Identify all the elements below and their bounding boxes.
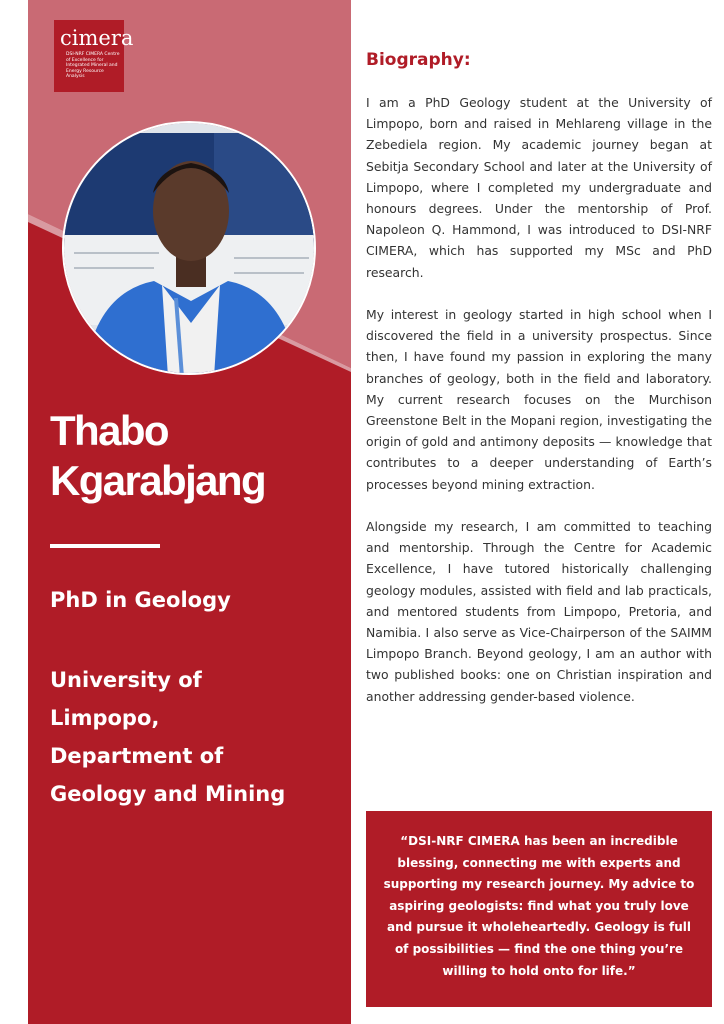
logo-subtitle: DSI-NRF CIMERA Centre of Excellence for Integrated Mineral and Energy Resource Analysis bbox=[66, 52, 120, 79]
biography-text bbox=[366, 92, 712, 728]
logo-wordmark: cimera bbox=[60, 26, 134, 50]
institution-line: University of bbox=[50, 668, 202, 692]
institution-line: Limpopo, bbox=[50, 706, 160, 730]
biography-paragraph: Alongside my research, I am committed to teaching and mentorship. Through the Centre for Academic Excellence, I have tutored historically challenging geology modules, assisted with field and lab practicals, and mentored students from Limpopo, Pretoria, and Namibia. I also serve as Vice-Chairperson of the SAIMM Limpopo Branch. Beyond geology, I am an author with two published books: one on Christian inspiration and another addressing gender-based violence. bbox=[366, 519, 712, 704]
person-name bbox=[50, 406, 340, 506]
institution bbox=[50, 661, 340, 813]
cimera-logo bbox=[54, 20, 134, 92]
institution-line: Department of bbox=[50, 744, 224, 768]
biography-paragraph: I am a PhD Geology student at the University of Limpopo, born and raised in Mehlareng village in the Zebediela region. My academic journey began at Sebitja Secondary School and later at the University of Limpopo, where I completed my undergraduate and honours degrees. Under the mentorship of Prof. Napoleon Q. Hammond, I was introduced to DSI-NRF CIMERA, which has supported my MSc and PhD research. bbox=[366, 95, 712, 280]
biography-paragraph: My interest in geology started in high school when I discovered the field in a university prospectus. Since then, I have found my passion in exploring the many branches of geology, both in the field and laboratory. My current research focuses on the Murchison Greenstone Belt in the Mopani region, investigating the origin of gold and antimony deposits — knowledge that contributes to a deeper understanding of Earth’s processes beyond mining extraction. bbox=[366, 307, 712, 492]
name-divider bbox=[50, 544, 160, 548]
quote-box bbox=[366, 811, 712, 1007]
profile-photo bbox=[62, 121, 316, 375]
quote-text: “DSI-NRF CIMERA has been an incredible blessing, connecting me with experts and supporting my research journey. My advice to aspiring geologists: find what you truly love and pursue it wholeheartedly. Geology is full of possibilities — find the one thing you’re willing to hold onto for life.” bbox=[383, 834, 695, 978]
portrait-illustration bbox=[64, 123, 316, 375]
name-first: Thabo bbox=[50, 407, 168, 454]
biography-heading: Biography: bbox=[366, 50, 471, 70]
degree-title: PhD in Geology bbox=[50, 588, 231, 612]
institution-line: Geology and Mining bbox=[50, 782, 286, 806]
left-panel bbox=[28, 0, 351, 1024]
name-last: Kgarabjang bbox=[50, 457, 266, 504]
